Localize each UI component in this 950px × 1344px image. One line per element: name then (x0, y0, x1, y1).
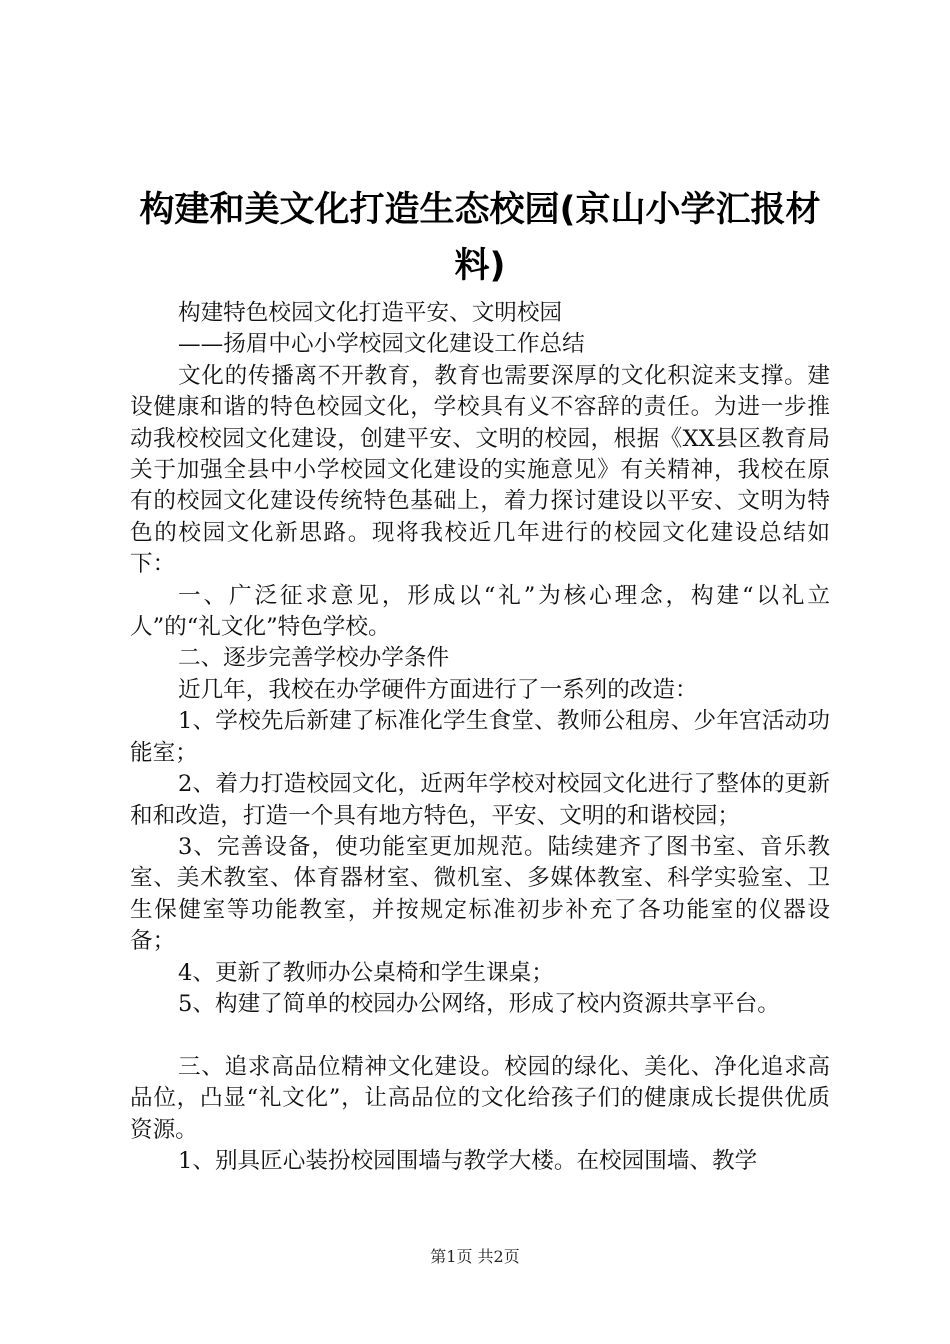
page-footer: 第1页 共2页 (430, 1247, 520, 1266)
list-item: 1、别具匠心装扮校园围墙与教学大楼。在校园围墙、教学 (178, 1147, 758, 1174)
body-paragraph: 文化的传播离不开教育，教育也需要深厚的文化积淀来支撑。建设健康和谐的特色校园文化，学校具有义不容辞的责任。为进一步推动我校校园文化建设，创建平安、文明的校园，根据《XX县区教育局关于加强全县中小学校园文化建设的实施意见》有关精神，我校在原有的校园文化建设传统特色基础上，着力探讨建设以平安、文明为特色的校园文化新思路。现将我校近几年进行的校园文化建设总结如下： (130, 362, 830, 578)
subtitle-source-line: ——扬眉中心小学校园文化建设工作总结 (178, 331, 585, 358)
section-heading: 一、广泛征求意见，形成以“礼”为核心理念，构建“以礼立人”的“礼文化”特色学校。 (130, 582, 830, 641)
body-paragraph: 近几年，我校在办学硬件方面进行了一系列的改造： (178, 676, 698, 703)
list-item: 1、学校先后新建了标准化学生食堂、教师公租房、少年宫活动功能室； (130, 708, 830, 766)
list-item: 4、更新了教师办公桌椅和学生课桌； (178, 959, 554, 986)
list-item: 3、完善设备，使功能室更加规范。陆续建齐了图书室、音乐教室、美术教室、体育器材室、微机室、多媒体教室、科学实验室、卫生保健室等功能教室，并按规定标准初步补充了各功能室的仪器设备； (130, 833, 830, 955)
section-heading: 二、逐步完善学校办学条件 (178, 645, 450, 672)
section-heading: 三、追求高品位精神文化建设。校园的绿化、美化、净化追求高品位，凸显“礼文化”，让高品位的文化给孩子们的健康成长提供优质资源。 (130, 1053, 830, 1143)
subtitle-line: 构建特色校园文化打造平安、文明校园 (178, 300, 563, 326)
document-body (130, 298, 830, 1177)
document-title: 构建和美文化打造生态校园(京山小学汇报材料) (139, 190, 821, 286)
list-item: 5、构建了简单的校园办公网络，形成了校内资源共享平台。 (178, 990, 780, 1017)
list-item: 2、着力打造校园文化，近两年学校对校园文化进行了整体的更新和和改造，打造一个具有地方特色，平安、文明的和谐校园； (130, 771, 830, 829)
